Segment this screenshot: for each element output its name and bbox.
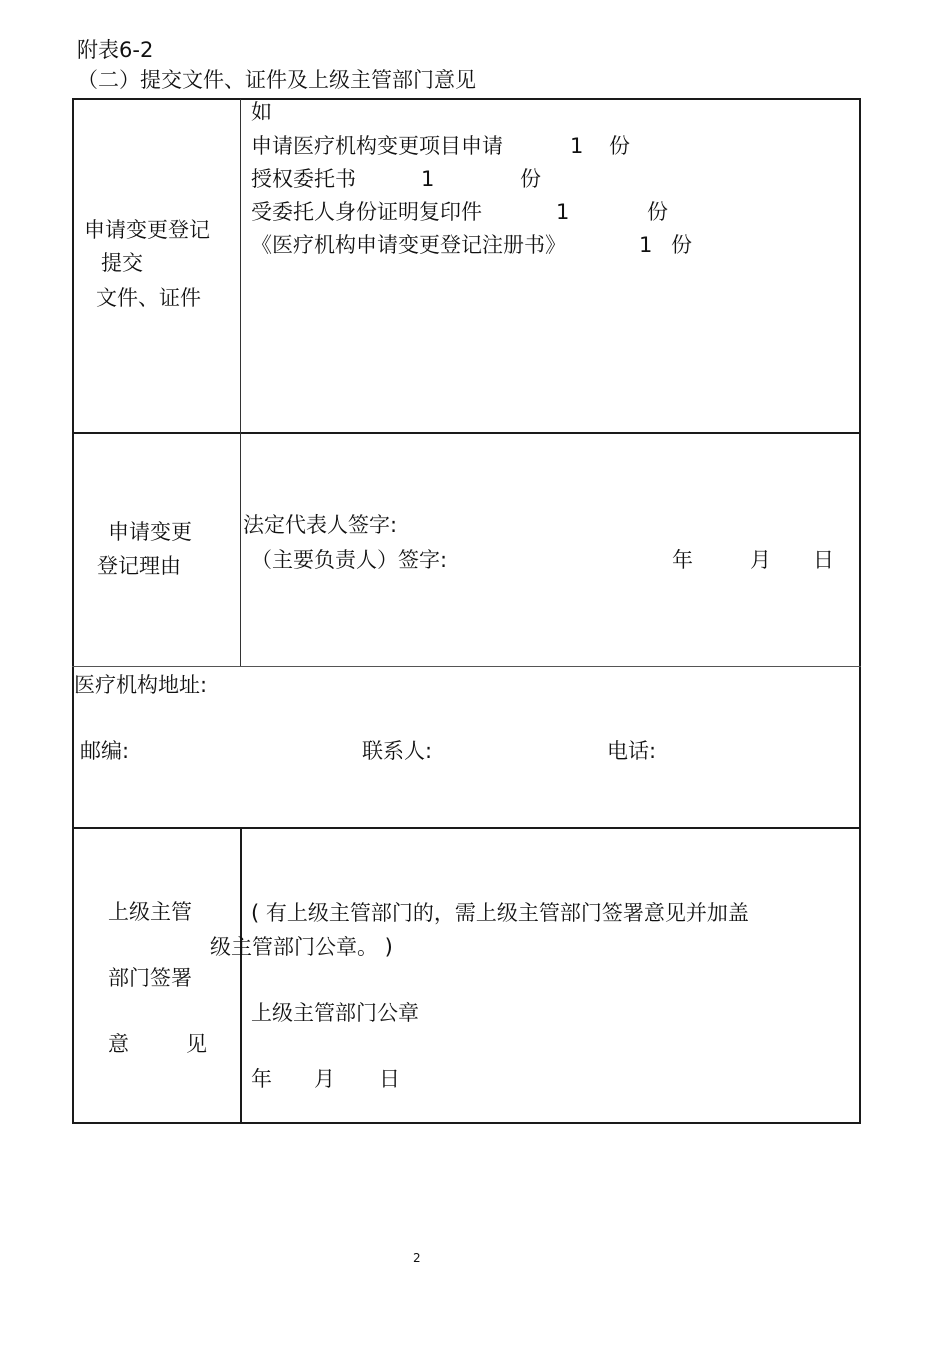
supervisor-seal-label: 上级主管部门公章	[251, 1001, 419, 1025]
seal-date-year: 年	[251, 1067, 272, 1091]
doc-item-name: 《医疗机构申请变更登记注册书》	[251, 233, 566, 257]
column-divider-lower	[240, 828, 242, 1123]
row4-label-jian: 见	[186, 1032, 207, 1056]
date-day: 日	[813, 548, 834, 572]
row2-label-line2: 登记理由	[97, 554, 181, 578]
principal-signature: （主要负责人）签字:	[251, 548, 448, 572]
date-year: 年	[672, 548, 693, 572]
seal-date-month: 月	[314, 1067, 335, 1091]
phone-label: 电话:	[607, 739, 657, 763]
institution-address-label: 医疗机构地址:	[74, 673, 208, 697]
doc-item-unit: 份	[647, 200, 668, 224]
contact-person-label: 联系人:	[362, 739, 433, 763]
date-month: 月	[750, 548, 771, 572]
doc-item-unit: 份	[520, 167, 541, 191]
doc-item-count: 1	[570, 134, 584, 158]
doc-item-name: 受委托人身份证明复印件	[251, 200, 482, 224]
row1-label-line3: 文件、证件	[96, 286, 201, 310]
row-divider-3	[72, 827, 861, 829]
seal-date-day: 日	[379, 1067, 400, 1091]
doc-item-unit: 份	[671, 233, 692, 257]
section-title: （二）提交文件、证件及上级主管部门意见	[77, 68, 476, 92]
row-divider-1	[72, 432, 861, 434]
docs-intro: 如	[251, 100, 272, 124]
row4-label-line1: 上级主管	[108, 900, 192, 924]
row-divider-2	[72, 666, 861, 667]
row2-label-line1: 申请变更	[108, 520, 192, 544]
doc-item-count: 1	[639, 233, 653, 257]
column-divider-upper	[240, 99, 241, 666]
doc-item-unit: 份	[609, 134, 630, 158]
supervisor-note-line1: ( 有上级主管部门的，需上级主管部门签署意见并加盖	[251, 901, 749, 925]
legal-representative-signature: 法定代表人签字:	[243, 513, 398, 537]
doc-item-count: 1	[421, 167, 435, 191]
row4-label-line2: 部门签署	[108, 966, 192, 990]
row4-label-yi: 意	[108, 1032, 129, 1056]
row1-label-line1: 申请变更登记	[84, 218, 210, 242]
page-number: 2	[413, 1251, 421, 1265]
annex-number: 附表6-2	[77, 38, 154, 62]
postcode-label: 邮编:	[80, 739, 130, 763]
doc-item-count: 1	[556, 200, 570, 224]
doc-item-name: 授权委托书	[251, 167, 356, 191]
doc-item-name: 申请医疗机构变更项目申请	[251, 134, 503, 158]
supervisor-note-line2: 级主管部门公章。 )	[210, 935, 393, 959]
row1-label-line2: 提交	[101, 251, 143, 275]
